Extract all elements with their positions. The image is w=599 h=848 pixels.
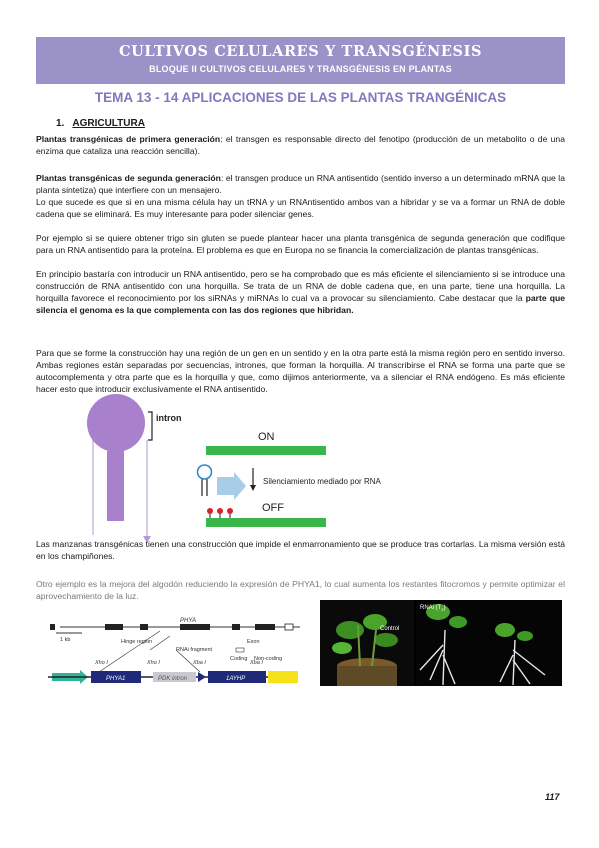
- paragraph-text: : el transgen produce un RNA antisentido (sentido inverso a un determinado mRNA que la planta sintetiza) que interfiere con un mensajero.: [36, 173, 565, 195]
- term-second-generation: Plantas transgénicas de segunda generación: [36, 173, 221, 183]
- phya1-sense-label: PHYA1: [106, 676, 126, 682]
- coding-legend-box: [236, 648, 244, 652]
- topic-title: TEMA 13 - 14 APLICACIONES DE LAS PLANTAS TRANGÉNICAS: [94, 90, 507, 105]
- plant-photo: [320, 600, 562, 686]
- exon-block-1: [50, 624, 55, 630]
- paragraph-wheat-example: Por ejemplo si se quiere obtener trigo sin gluten se puede plantear hacer una planta transgénica de segunda generación que codifique para un RNA antisentido para la proteína. El problema es que en Europa no se financia la comercialización de plantas transgénicas.: [36, 233, 565, 255]
- phya-label: PHYA: [180, 618, 197, 624]
- term-first-generation: Plantas transgénicas de primera generación: [36, 134, 221, 144]
- plant-leaf-4: [332, 642, 352, 654]
- exon-block-3: [140, 624, 148, 630]
- off-label: OFF: [262, 502, 284, 514]
- document-title: CULTIVOS CELULARES Y TRANSGÉNESIS: [118, 43, 483, 60]
- seedling-leaf-3: [495, 623, 515, 637]
- paragraph-construction: Para que se forme la construcción hay una región de un gen en un sentido y en la otra parte está la misma región pero en sentido inverso. Ambas regiones están separadas por secuencias, intrones, que forman la horquilla. Al transcribirse el RNA se forma una parte que se autocomplementa y otra parte que es la horquilla y que, como dijimos anteriormente, va a silenciar el RNA endógeno. Es más eficiente hacer esto que introducir exclusivamente el RNA antisentido.: [36, 348, 565, 394]
- on-label: ON: [258, 431, 275, 443]
- terminator-block: [268, 671, 298, 683]
- pdk-intron-label: PDK intron: [158, 676, 188, 682]
- exon-block-5: [232, 624, 240, 630]
- kb-label: 1 kb: [60, 637, 71, 643]
- paragraph-cotton: Otro ejemplo es la mejora del algodón reduciendo la expresión de PHYA1, lo cual aumenta los restantes fitocromos y permite optimizar el aprovechamiento de la luz.: [36, 579, 565, 601]
- hinge-label: Hinge region: [121, 639, 153, 645]
- plant-leaf-1: [336, 621, 364, 639]
- paragraph-hybridization: Lo que sucede es que si en una misma célula hay un tRNA y un RNAntisentido ambos van a hibridar y se va a formar un RNA de doble cadena que se eliminará. Es muy interesante para poder silenciar genes.: [36, 197, 565, 219]
- paragraph-text: : el transgen es responsable directo del fenotipo (producción de un metabolito o de una enzima que cataliza una reacción sencilla).: [36, 134, 565, 156]
- exon-block-4: [180, 624, 210, 630]
- section-number: 1.: [56, 118, 65, 129]
- intron-label: intron: [156, 413, 182, 423]
- rnai-photo-label: RNAi $(T_2)$: [420, 605, 446, 612]
- pdk-arrow: [198, 672, 206, 682]
- pointer-line-1: [150, 636, 170, 650]
- exon-block-6: [255, 624, 275, 630]
- seedling-leaf-4: [517, 631, 533, 641]
- section-title: AGRICULTURA: [72, 118, 145, 129]
- noncoding-label: Non-coding: [254, 656, 283, 662]
- xba-site-2: Xba I: [250, 660, 263, 666]
- plant-photo-art: [320, 600, 562, 686]
- pot-base: [337, 666, 397, 686]
- exon-label: Exon: [247, 639, 260, 645]
- xho-site-1: Xho I: [95, 660, 108, 666]
- paragraph-text: En principio bastaría con introducir un RNA antisentido, pero se ha comprobado que es más eficiente el silenciamiento si se introduce una construcción de RNA antisentido con una horquilla. Se trata de un RNA de doble cadena que, en una parte, tiene una horquilla. La horquilla favorece el reconocimiento por los siRNAs y miRNAs lo cual va a provocar su silenciamiento. Cabe destacar que la: [36, 269, 565, 303]
- plant-leaf-3: [374, 633, 398, 647]
- rnai-fragment-label: RNAi fragment: [176, 647, 213, 653]
- highlight-statement: parte que silencia el genoma es la que complementa con las dos regiones que hibridan.: [36, 293, 565, 315]
- coding-label: Coding: [230, 656, 248, 662]
- control-photo-label: Control: [380, 626, 400, 632]
- document-subtitle: BLOQUE II CULTIVOS CELULARES Y TRANSGÉNESIS EN PLANTAS: [149, 64, 452, 74]
- page-number: 117: [545, 792, 560, 802]
- xho-site-2: Xho I: [147, 660, 160, 666]
- paragraph-apples: Las manzanas transgénicas tienen una construcción que impide el enmarronamiento que se produce tras cortarlas. La misma versión está en los champiñones.: [36, 539, 565, 561]
- silencing-label: Silenciamiento mediado por RNA: [263, 477, 381, 486]
- xba-site-1: Xba I: [193, 660, 206, 666]
- exon-block-2: [105, 624, 123, 630]
- phya1-antisense-label: 1AYHP: [226, 676, 246, 682]
- seedling-leaf-2: [449, 616, 467, 628]
- exon-block-7: [285, 624, 293, 630]
